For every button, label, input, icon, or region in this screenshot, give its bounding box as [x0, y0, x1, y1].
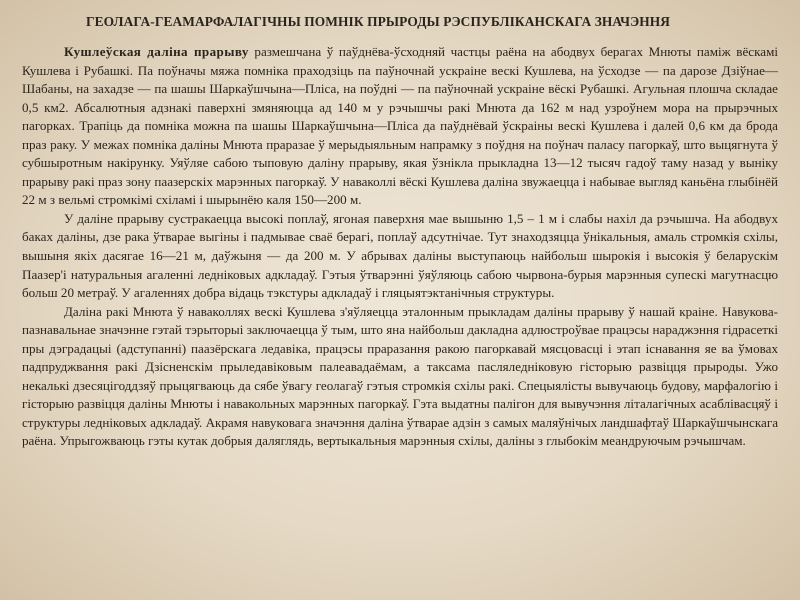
paragraph-text: У даліне прарыву сустракаецца высокі поплаў, ягоная паверхня мае вышыню 1,5 – 1 м і слабы нахіл да рэчышча. На абодвух баках даліны, дзе рака ўтварае выгіны і падмывае сваё берагі, поплаў адсутнічае. Тут знаходзяцца ўнікальныя, амаль стромкія схілы, вышыня якіх дасягае 16—21 м, даўжыня — да 200 м. У абрывах даліны выступаюць найбольш шырокія і высокія ў беларускім Паазер'і натуральныя агаленні ледніковых адкладаў. Гэтыя ўтварэнні ўяўляюць сабою чырвона-бурыя марэнныя супескі магутнасцю больш 20 метраў. У агаленнях добра відаць тэкстуры адкладаў і гляцыятэктанічныя структуры. [22, 210, 778, 301]
document-title: ГЕОЛАГА-ГЕАМАРФАЛАГІЧНЫ ПОМНІК ПРЫРОДЫ РЭСПУБЛІКАНСКАГА ЗНАЧЭННЯ [86, 14, 671, 29]
paragraph-lead-term: Кушлеўская даліна прарыву [64, 44, 249, 59]
paragraph-text: размешчана ў паўднёва-ўсходняй частцы раёна на абодвух берагах Мнюты паміж вёскамі Кушлева і Рубашкі. Па поўначы мяжа помніка праходзіць па паўночнай ускраіне вескі Кушлева, на ўсходзе — па дарозе Дзіўнае—Шабаны, на захадзе — па шашы Шаркаўшчына—Пліса, на поўдні — па паўночнай ускраіне вёскі Рубашкі. Агульная плошча складае 0,5 км2. Абсалютныя адзнакі паверхні змяняюцца ад 140 м у рэчышчы ракі Мнюта да 162 м над узроўнем мора на прырэчных пагорках. Трапіць да помніка можна па шашы Шаркаўшчына—Пліса да паўднёвай ўскраіны вескі Кушлева і далей 0,6 км да брода праз раку. У межах помніка даліны Мнюта праразае ў мерыдыяльным напрамку з поўдня на поўнач паласу пагоркаў, што выцягнута ў субшыротным накірунку. Уяўляе сабою тыповую даліну прарыву, якая ўзнікла прыкладна 13—12 тысяч гадоў таму назад у выніку прарыву ракі праз зону паазерскіх марэнных пагоркаў. У наваколлі вёскі Кушлева даліна звужаецца і набывае выгляд каньёна глыбінёй 22 м з вельмі стромкімі схіламі і шырынёю каля 150—200 м. [22, 44, 779, 208]
document-body [22, 12, 778, 592]
paragraph-text: Даліна ракі Мнюта ў наваколлях вескі Кушлева з'яўляецца эталонным прыкладам даліны прарыву ў нашай краіне. Навукова-пазнавальнае значэнне гэтай тэрыторыі заключаецца ў тым, што яна найбольш дакладна адлюстроўвае працэсы нараджэння гідрасеткі пры дэградацыі (адступанні) паазёрскага ледавіка, працэсы праразання ракою пагоркавай мясцовасці і этап існавання яе ва ўмовах падпруджвання ракі Дзісненскім прыледавіковым палеавадаёмам, а таксама пасляледніковую гісторыю развіцця прыроды. Ужо некалькі дзесяцігоддзяў прыцягваюць да сябе ўвагу геолагаў гэтыя стромкія схілы ракі. Спецыялісты вывучаюць будову, марфалогію і гісторыю развіцця даліны Мнюты і навакольных марэнных пагоркаў. Гэта выдатны палігон для вывучэння літалагічных асаблівасцяў і структуры ледніковых адкладаў. Акрамя навуковага значэння даліна ўтварае адзін з самых маляўнічых ландшафтаў Шаркаўшчынскага раёна. Упрыгожваюць гэты кутак добрыя даляглядь, вертыкальныя марэнныя схілы, даліны з глыбокім меандруючым рэчышчам. [22, 303, 778, 449]
paragraph-3 [22, 303, 778, 451]
paragraph-1 [22, 43, 778, 210]
text-block [22, 43, 778, 451]
paragraph-2 [22, 210, 778, 303]
